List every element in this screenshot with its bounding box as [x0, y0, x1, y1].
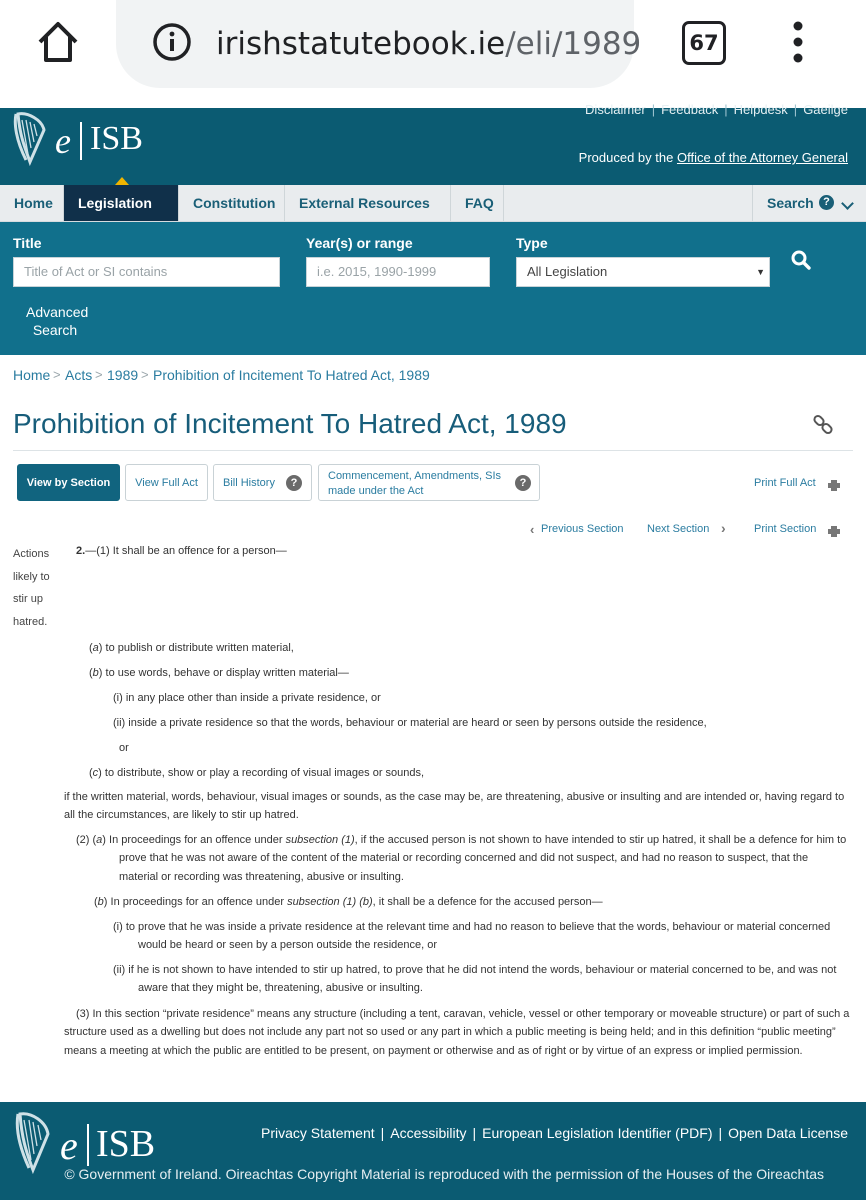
- para-b: (b) to use words, behave or display written material—: [89, 667, 349, 679]
- type-label: Type: [516, 235, 548, 251]
- harp-logo-icon[interactable]: [12, 110, 48, 164]
- helpdesk-link[interactable]: Helpdesk: [733, 102, 788, 117]
- more-options-icon[interactable]: [790, 20, 806, 66]
- para-c: (c) to distribute, show or play a recording of visual images or sounds,: [89, 767, 425, 779]
- copyright-text: © Government of Ireland. Oireachtas Copyright Material is reproduced with the permission of the Houses of the Oireachtas: [64, 1166, 824, 1182]
- logo-isb: ISB: [96, 1123, 156, 1165]
- active-indicator: [115, 177, 129, 185]
- title-search-input[interactable]: Title of Act or SI contains: [13, 257, 280, 287]
- breadcrumb-acts[interactable]: Acts: [65, 367, 93, 383]
- print-icon[interactable]: [828, 524, 840, 535]
- nav-home[interactable]: Home: [0, 185, 64, 221]
- page-title: Prohibition of Incitement To Hatred Act, 1989: [13, 408, 567, 439]
- main-nav: [0, 185, 866, 222]
- browser-toolbar: [0, 0, 866, 108]
- produced-by: Produced by the Office of the Attorney General: [578, 150, 848, 165]
- nav-search[interactable]: Search ?: [752, 185, 866, 221]
- para-b-ii: (ii) inside a private residence so that the words, behaviour or material are heard or seen by persons outside the residence,: [113, 717, 707, 729]
- breadcrumb-separator: >: [141, 367, 149, 382]
- logo-e: e: [55, 121, 71, 161]
- logo-divider: [87, 1124, 89, 1166]
- section-intro: 2.—(1) It shall be an offence for a person—: [76, 545, 287, 557]
- print-icon[interactable]: [828, 478, 840, 489]
- site-header: [0, 102, 866, 185]
- print-full-act-link[interactable]: Print Full Act: [754, 477, 816, 489]
- commencement-button[interactable]: Commencement, Amendments, SIs made under the Act ?: [318, 464, 540, 501]
- nav-external-resources[interactable]: External Resources: [285, 185, 451, 221]
- title-divider: [13, 450, 853, 451]
- home-icon[interactable]: [34, 18, 82, 66]
- closing-paragraph: if the written material, words, behaviour, visual images or sounds, as the case may be, are threatening, abusive or insulting and are intended or, having regard to all the circumstances, are likely to stir up hatred.: [64, 791, 845, 822]
- info-icon[interactable]: [152, 22, 192, 62]
- subsection-2b-i: (i) to prove that he was inside a private residence at the relevant time and had no reason to believe that the words, behaviour or material concerned would be heard or seen by a person outside the residence, or: [113, 921, 831, 952]
- subsection-2b: (b) In proceedings for an offence under subsection (1) (b), it shall be a defence for the accused person—: [94, 896, 603, 908]
- chevron-left-icon[interactable]: ‹: [530, 522, 535, 537]
- subsection-3: (3) In this section “private residence” means any structure (including a tent, caravan, vehicle, vessel or other temporary or moveable structure) or part of such a structure used as a dwelling but does not include any part not so used or any part in which a public meeting is being held; and in this definition “public meeting” means a meeting at which the public are entitled to be present, on payment or otherwise and as of right or by virtue of an express or implied permission.: [64, 1008, 850, 1057]
- url-text: irishstatutebook.ie/eli/1989: [216, 26, 642, 62]
- logo-isb: ISB: [90, 120, 143, 157]
- privacy-statement-link[interactable]: Privacy Statement: [261, 1125, 375, 1141]
- subsection-2b-ii: (ii) if he is not shown to have intended to stir up hatred, to prove that he did not intend the words, behaviour or material concerned to be, and was not aware that they might be, threatening, abusive or insulting.: [113, 964, 837, 995]
- chevron-down-icon: [841, 197, 854, 210]
- breadcrumb-separator: >: [53, 367, 61, 382]
- link-icon[interactable]: [812, 414, 834, 436]
- view-by-section-button[interactable]: View by Section: [17, 464, 120, 501]
- top-links: Disclaimer | Feedback | Helpdesk | Gaeilge: [585, 102, 848, 117]
- previous-section-link[interactable]: Previous Section: [541, 523, 624, 535]
- nav-constitution[interactable]: Constitution: [179, 185, 285, 221]
- search-icon[interactable]: [791, 250, 811, 270]
- nav-legislation[interactable]: Legislation: [64, 185, 179, 221]
- eli-link[interactable]: European Legislation Identifier (PDF): [482, 1125, 713, 1141]
- help-icon[interactable]: ?: [286, 475, 302, 491]
- breadcrumb-current[interactable]: Prohibition of Incitement To Hatred Act, 1989: [153, 367, 430, 383]
- accessibility-link[interactable]: Accessibility: [390, 1125, 467, 1141]
- title-label: Title: [13, 235, 42, 251]
- para-a: (a) to publish or distribute written material,: [89, 642, 294, 654]
- address-bar[interactable]: [116, 0, 642, 88]
- help-icon[interactable]: ?: [819, 195, 834, 210]
- breadcrumb-year[interactable]: 1989: [107, 367, 139, 383]
- subsection-2a: (2) (a) In proceedings for an offence under subsection (1), if the accused person is not shown to have intended to stir up hatred, it shall be a defence for him to prove that he was not aware of the content of the material or recording concerned and did not suspect, and had no reason to suspect, that the material or recording was threatening, abusive or insulting.: [76, 834, 847, 883]
- logo-e: e: [60, 1123, 78, 1168]
- marginal-note: Actions likely to stir up hatred.: [13, 548, 50, 628]
- para-or: or: [119, 742, 129, 754]
- dropdown-arrow-icon: ▼: [756, 267, 765, 277]
- view-full-act-button[interactable]: View Full Act: [125, 464, 208, 501]
- feedback-link[interactable]: Feedback: [661, 102, 719, 117]
- gaeilge-link[interactable]: Gaeilge: [803, 102, 848, 117]
- tab-switcher-button[interactable]: 67: [682, 21, 726, 65]
- year-input[interactable]: i.e. 2015, 1990-1999: [306, 257, 490, 287]
- site-footer: [0, 1102, 866, 1200]
- para-b-i: (i) in any place other than inside a private residence, or: [113, 692, 381, 704]
- attorney-general-link[interactable]: Office of the Attorney General: [676, 150, 848, 165]
- help-icon[interactable]: ?: [515, 475, 531, 491]
- disclaimer-link[interactable]: Disclaimer: [585, 102, 646, 117]
- chevron-right-icon[interactable]: ›: [721, 520, 726, 536]
- breadcrumb-separator: >: [95, 367, 103, 382]
- search-panel: [0, 222, 866, 355]
- type-select[interactable]: All Legislation ▼: [516, 257, 770, 287]
- year-label: Year(s) or range: [306, 235, 413, 251]
- logo-divider: [80, 122, 82, 160]
- breadcrumb-home[interactable]: Home: [13, 367, 51, 383]
- bill-history-button[interactable]: Bill History ?: [213, 464, 312, 501]
- open-data-license-link[interactable]: Open Data License: [728, 1125, 848, 1141]
- next-section-link[interactable]: Next Section: [647, 523, 710, 535]
- advanced-search-link[interactable]: Advanced Search: [26, 304, 89, 338]
- harp-logo-icon: [14, 1110, 52, 1172]
- footer-links: Privacy Statement | Accessibility | European Legislation Identifier (PDF) | Open Data License: [261, 1125, 848, 1141]
- print-section-link[interactable]: Print Section: [754, 523, 817, 535]
- nav-faq[interactable]: FAQ: [451, 185, 504, 221]
